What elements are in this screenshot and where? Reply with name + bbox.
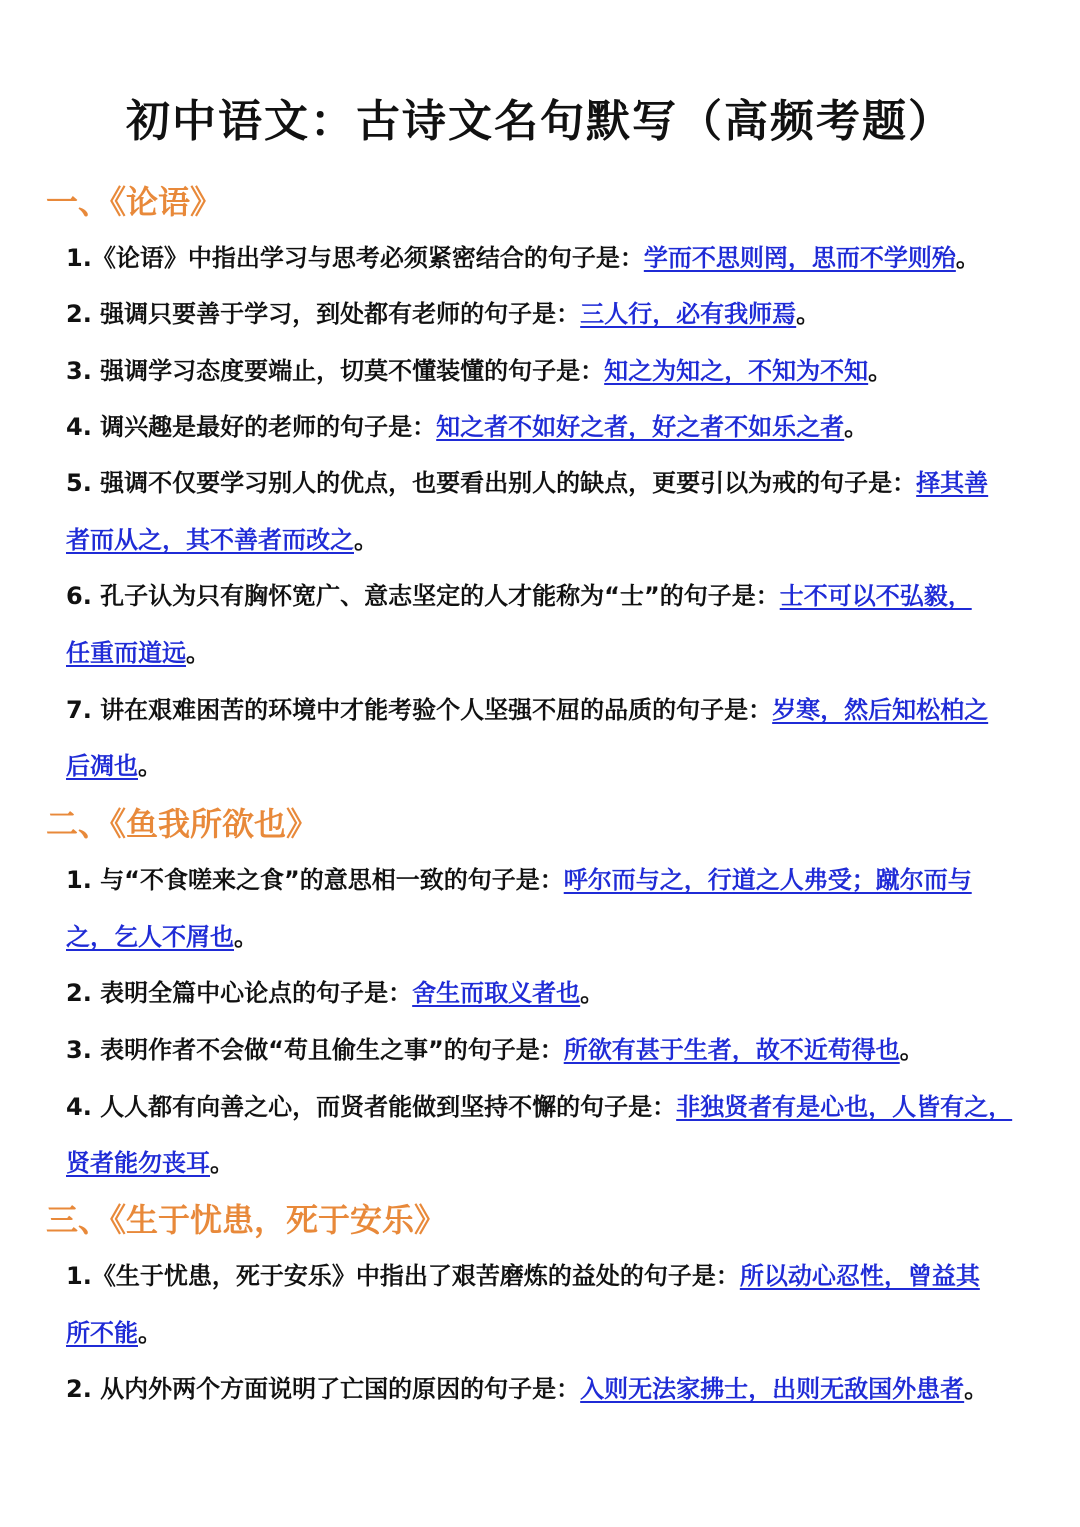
question-line xyxy=(66,1091,1034,1123)
question-text: 4. 调兴趣是最好的老师的句子是： xyxy=(66,413,437,441)
end-mark: 。 xyxy=(234,923,258,951)
end-mark: 。 xyxy=(955,244,980,272)
question-line xyxy=(66,467,1034,499)
question-line xyxy=(66,298,1034,330)
question-line xyxy=(66,411,1034,443)
answer-text: 士不可以不弘毅， xyxy=(779,582,972,610)
answer-text: 呼尔而与之，行道之人弗受；蹴尔而与 xyxy=(563,866,972,894)
question-line xyxy=(66,864,1034,896)
answer-text: 后凋也 xyxy=(66,752,138,780)
answer-text: 知之为知之，不知为不知 xyxy=(604,357,869,385)
end-mark: 。 xyxy=(138,1319,162,1347)
question-line xyxy=(66,355,1034,387)
answer-text: 贤者能勿丧耳 xyxy=(66,1149,210,1177)
end-mark: 。 xyxy=(844,413,869,441)
answer-text: 所不能 xyxy=(66,1319,138,1347)
question-line xyxy=(66,242,1034,274)
question-line-continued xyxy=(66,750,1034,782)
question-text: 6. 孔子认为只有胸怀宽广、意志坚定的人才能称为“士”的句子是： xyxy=(66,582,780,610)
question-text: 4. 人人都有向善之心，而贤者能做到坚持不懈的句子是： xyxy=(66,1093,677,1121)
answer-text: 任重而道远 xyxy=(66,639,186,667)
section-heading-yuwosuoyuye: 二、《鱼我所欲也》 xyxy=(46,805,319,843)
answer-text: 舍生而取义者也 xyxy=(412,979,581,1007)
answer-text: 者而从之，其不善者而改之 xyxy=(66,526,354,554)
question-line xyxy=(66,977,1034,1009)
answer-text: 三人行，必有我师焉 xyxy=(580,300,797,328)
answer-text: 择其善 xyxy=(916,469,989,497)
question-line-continued xyxy=(66,1147,1034,1179)
answer-text: 知之者不如好之者，好之者不如乐之者 xyxy=(436,413,845,441)
end-mark: 。 xyxy=(138,752,162,780)
question-text: 7. 讲在艰难困苦的环境中才能考验个人坚强不屈的品质的句子是： xyxy=(66,696,773,724)
question-text: 1.《生于忧患，死于安乐》中指出了艰苦磨炼的益处的句子是： xyxy=(66,1262,740,1290)
answer-text: 之，乞人不屑也 xyxy=(66,923,234,951)
section-heading-shengyuyouhuan: 三、《生于忧患，死于安乐》 xyxy=(46,1201,447,1239)
page-title: 初中语文：古诗文名句默写（高频考题） xyxy=(126,96,954,147)
answer-text: 所以动心忍性，曾益其 xyxy=(739,1262,980,1290)
answer-text: 学而不思则罔，思而不学则殆 xyxy=(643,244,956,272)
question-line xyxy=(66,1373,1034,1405)
question-text: 2. 表明全篇中心论点的句子是： xyxy=(66,979,413,1007)
answer-text: 入则无法家拂士，出则无敌国外患者 xyxy=(580,1375,965,1403)
question-text: 3. 表明作者不会做“苟且偷生之事”的句子是： xyxy=(66,1036,564,1064)
end-mark: 。 xyxy=(899,1036,924,1064)
question-line-continued xyxy=(66,1317,1034,1349)
end-mark: 。 xyxy=(354,526,378,554)
answer-text: 非独贤者有是心也，人皆有之， xyxy=(676,1093,1013,1121)
question-line-continued xyxy=(66,524,1034,556)
question-text: 2. 从内外两个方面说明了亡国的原因的句子是： xyxy=(66,1375,581,1403)
end-mark: 。 xyxy=(210,1149,234,1177)
question-line-continued xyxy=(66,921,1034,953)
question-line-continued xyxy=(66,637,1034,669)
question-line xyxy=(66,1034,1034,1066)
end-mark: 。 xyxy=(186,639,210,667)
question-text: 1. 与“不食嗟来之食”的意思相一致的句子是： xyxy=(66,866,564,894)
end-mark: 。 xyxy=(580,979,605,1007)
answer-text: 所欲有甚于生者，故不近苟得也 xyxy=(563,1036,900,1064)
section-heading-lunyu: 一、《论语》 xyxy=(46,183,223,221)
question-text: 5. 强调不仅要学习别人的优点，也要看出别人的缺点，更要引以为戒的句子是： xyxy=(66,469,917,497)
end-mark: 。 xyxy=(868,357,893,385)
question-text: 2. 强调只要善于学习，到处都有老师的句子是： xyxy=(66,300,581,328)
question-line xyxy=(66,1260,1034,1292)
end-mark: 。 xyxy=(964,1375,989,1403)
answer-text: 岁寒，然后知松柏之 xyxy=(772,696,989,724)
question-text: 3. 强调学习态度要端止，切莫不懂装懂的句子是： xyxy=(66,357,605,385)
question-line xyxy=(66,580,1034,612)
question-line xyxy=(66,694,1034,726)
end-mark: 。 xyxy=(796,300,821,328)
question-text: 1.《论语》中指出学习与思考必须紧密结合的句子是： xyxy=(66,244,644,272)
